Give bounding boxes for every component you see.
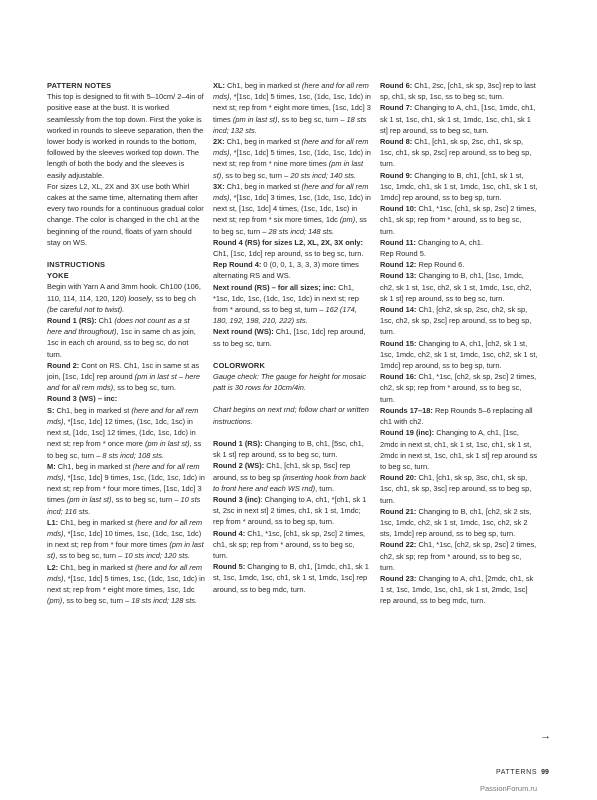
text-paragraph: Round 5: Changing to B, ch1, [1mdc, ch1, sk 1 st, 1sc, 1mdc, 1sc, ch1, sk 1 st, 1mdc, 1sc] rep around, ss to beg mdc, turn. [213, 562, 369, 594]
text-paragraph: Gauge check: The gauge for height for mosaic patt is 30 rows for 10cm/4in. [213, 372, 366, 393]
text-paragraph: Round 15: Changing to A, ch1, [ch2, sk 1 st, 1sc, 1mdc, ch2, sk 1 st, 1mdc, 1sc, ch2, sk 1 st, 1mdc] rep around, ss to beg sp, turn. [380, 338, 538, 371]
text-paragraph: Round 2: Cont on RS. Ch1, 1sc in same st as join, [1sc, 1dc] rep around (pm in last st – here and for all rem mds), ss to beg sc, turn. [47, 360, 200, 393]
text-paragraph: Rep Round 5. [380, 249, 426, 259]
continue-arrow-icon: → [540, 730, 551, 742]
paragraph-gap [213, 427, 371, 438]
text-paragraph: INSTRUCTIONS [47, 260, 106, 270]
text-paragraph: Round 3 (inc): Changing to A, ch1, *[ch1, sk 1 st, 2sc in next st] 2 times, ch1, sk 1 st, 1mdc; rep from * around, ss to beg sp, turn. [213, 494, 367, 527]
text-paragraph: Round 2 (WS): Ch1, [ch1, sk sp, 5sc] rep around, ss to beg sp (inserting hook from back to front here and each WS rnd), turn. [213, 461, 366, 493]
text-paragraph: Round 16: Ch1, *1sc, [ch2, sk sp, 2sc] 2 times, ch2, sk sp; rep from * around, ss to beg sc, turn. [380, 372, 537, 404]
text-paragraph: Round 11: Changing to A, ch1. [380, 237, 483, 247]
column-1 [47, 80, 205, 606]
column-2 [213, 80, 371, 595]
text-paragraph: Round 20: Ch1, [ch1, sk sp, 3sc, ch1, sk sp, 1sc, ch1, sk sp, 3sc] rep around, ss to beg sp, turn. [380, 473, 532, 505]
text-paragraph: Next round (RS) – for all sizes; inc: Ch1, *1sc, 1dc, 1sc, (1dc, 1sc, 1dc) in next st; rep from * around, ss to beg st, turn – 162 (174, 180, 192, 198, 210, 222) sts. [213, 282, 359, 326]
text-paragraph: XL: Ch1, beg in marked st (here and for all rem mds), *[1sc, 1dc] 5 times, 1sc, (1dc, 1sc, 1dc) in next st; rep from * eight more times, [1sc, 1dc] 3 times (pm in last st), ss to beg sc, turn – 18 sts incd; 132 sts. [213, 81, 371, 135]
text-paragraph: Round 10: Ch1, *1sc, [ch1, sk sp, 2sc] 2 times, ch1, sk sp; rep from * around, ss to beg sc, turn. [380, 204, 537, 236]
text-paragraph: This top is designed to fit with 5–10cm/ 2–4in of positive ease at the bust. It is worked seamlessly from the top down. First the yoke is worked in rounds to sleeve separation, then the lower body is worked in rounds to the bottom, followed by the sleeves worked top down. The length of both the body and the sleeves is easily adjustable. [47, 92, 204, 180]
text-paragraph: Round 1 (RS): Ch1 (does not count as a st here and throughout), 1sc in same ch as join, 1sc in each ch around, ss to beg sc, do not turn. [47, 316, 196, 359]
text-paragraph: For sizes L2, XL, 2X and 3X use both Whirl cakes at the same time, alternating them after every two rounds for a continuous gradual color change. The color is changed in the ch1 at the beginning of the round, floats of yarn should stay on WS. [47, 181, 204, 247]
text-paragraph: L1: Ch1, beg in marked st (here and for all rem mds), *[1sc, 1dc] 10 times, 1sc, (1dc, 1sc, 1dc) in next st; rep from * four more times (pm in last st), ss to beg sc, turn – 10 sts incd; 120 sts. [47, 517, 204, 561]
text-paragraph: YOKE [47, 271, 69, 281]
text-paragraph: PATTERN NOTES [47, 81, 112, 90]
text-paragraph: Round 4 (RS) for sizes L2, XL, 2X, 3X only: Ch1, [1sc, 1dc] rep around, ss to beg sc, turn. [213, 237, 364, 259]
text-paragraph: Round 9: Changing to B, ch1, [ch1, sk 1 st, 1sc, 1mdc, ch1, sk 1 st, 1mdc, 1sc, ch1, sk 1 st, 1mdc] rep around, ss to beg sp, turn. [380, 170, 538, 203]
text-paragraph: Round 12: Rep Round 6. [380, 260, 465, 270]
text-paragraph: Chart begins on next rnd; follow chart or written instructions. [213, 405, 369, 426]
text-paragraph: Round 3 (WS) – inc: [47, 394, 118, 404]
text-paragraph: Round 1 (RS): Changing to B, ch1, [5sc, ch1, sk 1 st] rep around, ss to beg sc, turn. [213, 438, 364, 460]
text-paragraph: Round 22: Ch1, *1sc, [ch2, sk sp, 2sc] 2 times, ch2, sk sp; rep from * around, ss to beg sc, turn. [380, 540, 537, 572]
paragraph-gap [213, 393, 371, 404]
page-footer [496, 769, 549, 776]
text-paragraph: L2: Ch1, beg in marked st (here and for all rem mds), *[1sc, 1dc] 5 times, 1sc, (1dc, 1sc, 1dc) in next st; rep from * eight more times, 1sc, 1dc (pm), ss to beg sc, turn – 18 sts incd; 128 sts. [47, 562, 205, 606]
paragraph-gap [47, 248, 205, 259]
text-paragraph: Round 6: Ch1, 2sc, [ch1, sk sp, 3sc] rep to last sp, ch1, sk sp, 1sc, ss to beg sc, turn. [380, 81, 536, 102]
text-paragraph: S: Ch1, beg in marked st (here and for all rem mds), *[1sc, 1dc] 12 times, (1sc, 1dc, 1sc) in next st, [1dc, 1sc] 12 times, (1dc, 1sc, 1dc) in next st; rep from * once more (pm in last st), ss to beg sc, turn – 8 sts incd; 108 sts. [47, 405, 202, 460]
text-paragraph: 2X: Ch1, beg in marked st (here and for all rem mds), *[1sc, 1dc] 5 times, 1sc, (1dc, 1sc, 1dc) in next st; rep from * nine more times (pm in last st), ss to beg sc, turn – 20 sts incd; 140 sts. [213, 137, 371, 180]
text-paragraph: Round 14: Ch1, [ch2, sk sp, 2sc, ch2, sk sp, 1sc, ch2, sk sp, 2sc] rep around, ss to beg sp, turn. [380, 305, 532, 337]
text-paragraph: Rep Round 4: 0 (0, 0, 1, 3, 3, 3) more times alternating RS and WS. [213, 260, 359, 281]
text-paragraph: Round 8: Ch1, [ch1, sk sp, 2sc, ch1, sk sp, 1sc, ch1, sk sp, 2sc] rep around, ss to beg sp, turn. [380, 137, 532, 169]
watermark: PassionForum.ru [480, 784, 538, 793]
text-paragraph: Rounds 17–18: Rep Rounds 5–6 replacing all ch1 with ch2. [380, 405, 533, 427]
page-number: 99 [541, 769, 549, 776]
text-paragraph: Round 23: Changing to A, ch1, [2mdc, ch1, sk 1 st, 1sc, 1mdc, 1sc, ch1, sk 1 st, 2mdc, 1sc] rep around, ss to beg mdc, turn. [380, 573, 534, 606]
paragraph-gap [213, 349, 371, 360]
text-paragraph: Round 21: Changing to B, ch1, [ch2, sk 2 sts, 1sc, 1mdc, ch2, sk 1 st, 1mdc, 1sc, ch2, sk 2 sts, 1mdc] rep around, ss to beg sp, turn. [380, 506, 532, 539]
column-3 [380, 80, 538, 607]
text-paragraph: Round 13: Changing to B, ch1, [1sc, 1mdc, ch2, sk 1 st, 1sc, ch2, sk 1 st, 1mdc, 1sc, ch2, sk 1 st] rep around, ss to beg sc, turn. [380, 271, 532, 303]
text-paragraph: Begin with Yarn A and 3mm hook. Ch100 (106, 110, 114, 114, 120, 120) loosely, ss to beg ch (be careful not to twist). [47, 282, 201, 314]
text-paragraph: COLORWORK [213, 360, 266, 370]
text-paragraph: Next round (WS): Ch1, [1sc, 1dc] rep around, ss to beg sc, turn. [213, 327, 366, 348]
footer-section-label: PATTERNS [496, 769, 538, 776]
text-paragraph: 3X: Ch1, beg in marked st (here and for all rem mds), *[1sc, 1dc] 3 times, 1sc, (1dc, 1sc, 1dc) in next st, [1sc, 1dc] 4 times, (1sc, 1dc, 1sc) in next st; rep from * six more times, 1dc (pm), ss to beg sc, turn – 28 sts incd; 148 sts. [213, 181, 371, 236]
text-paragraph: Round 4: Ch1, *1sc, [ch1, sk sp, 2sc] 2 times, ch1, sk sp; rep from * around, ss to beg sc, turn. [213, 528, 366, 560]
text-paragraph: M: Ch1, beg in marked st (here and for all rem mds), *[1sc, 1dc] 9 times, 1sc, (1dc, 1sc, 1dc) in next st; rep from * four more times, [1sc, 1dc] 3 times (pm in last st), ss to beg sc, turn – 10 sts incd; 116 sts. [47, 461, 205, 516]
text-paragraph: Round 7: Changing to A, ch1, [1sc, 1mdc, ch1, sk 1 st, 1sc, ch1, sk 1 st, 1mdc, 1sc, ch1, sk 1 st] rep around, ss to beg sc, turn. [380, 103, 536, 135]
text-paragraph: Round 19 (inc): Changing to A, ch1, [1sc, 2mdc in next st, ch1, sk 1 st, 1sc, ch1, sk 1 st, 2mdc in next st, 1sc, ch1, sk 1 st] rep around ss to beg sc, turn. [380, 428, 538, 471]
